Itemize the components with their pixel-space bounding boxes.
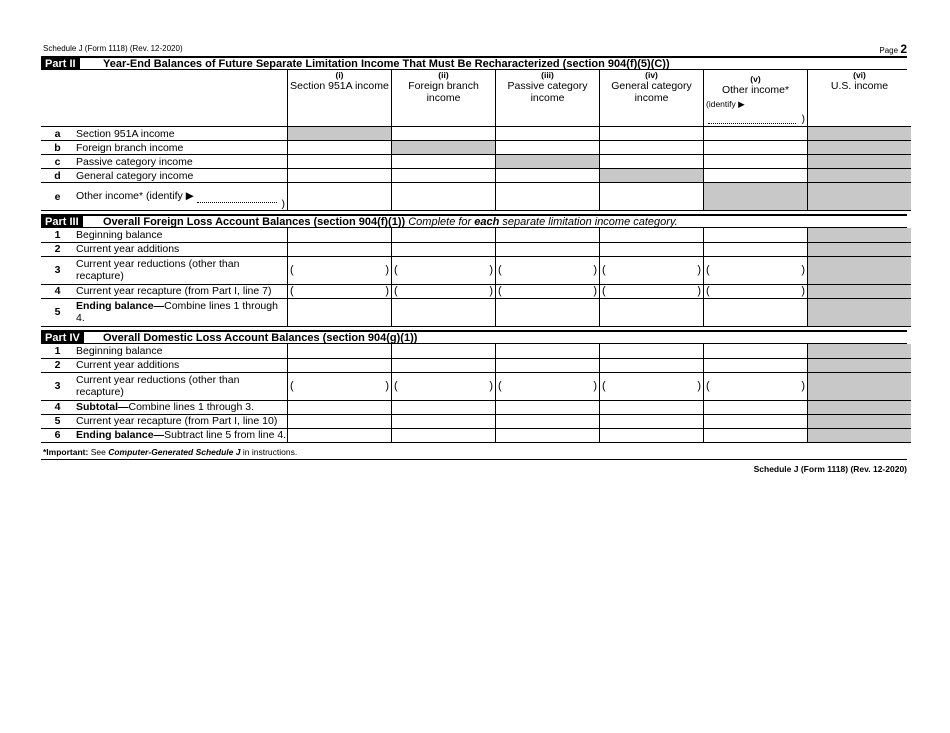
cell-shaded — [392, 141, 496, 155]
part-iv-title: Overall Domestic Loss Account Balances (section 904(g)(1)) — [103, 332, 418, 344]
part-iii-title: Overall Foreign Loss Account Balances (section 904(f)(1)) Complete for each separate limitation income category. — [103, 216, 678, 228]
amount-cell[interactable] — [392, 358, 496, 372]
amount-cell[interactable] — [288, 141, 392, 155]
cell-shaded — [808, 141, 912, 155]
amount-cell[interactable] — [704, 127, 808, 141]
part-iii-row-2: 2 Current year additions — [41, 242, 911, 256]
amount-cell[interactable] — [392, 127, 496, 141]
footnote-important: *Important: See Computer-Generated Schedule J in instructions. — [43, 447, 298, 457]
footnote-divider — [41, 459, 907, 460]
amount-cell[interactable] — [600, 141, 704, 155]
amount-cell[interactable] — [288, 155, 392, 169]
amount-cell[interactable] — [600, 344, 704, 358]
part-ii-row-a: a Section 951A income — [41, 127, 911, 141]
amount-cell[interactable] — [704, 414, 808, 428]
amount-cell[interactable] — [496, 183, 600, 211]
col-header-vi: (vi) U.S. income — [808, 70, 912, 127]
amount-cell[interactable] — [600, 183, 704, 211]
cell-shaded — [808, 127, 912, 141]
cell-shaded — [808, 228, 912, 242]
cell-shaded — [808, 169, 912, 183]
part-ii-row-d: d General category income — [41, 169, 911, 183]
amount-cell[interactable] — [704, 155, 808, 169]
amount-cell-paren[interactable]: ( ) — [704, 284, 808, 298]
amount-cell[interactable] — [704, 428, 808, 442]
other-income-identify-col-input[interactable] — [708, 112, 796, 124]
amount-cell[interactable] — [600, 242, 704, 256]
amount-cell[interactable] — [496, 242, 600, 256]
amount-cell[interactable] — [704, 242, 808, 256]
amount-cell-paren[interactable]: ( ) — [600, 284, 704, 298]
part-iii-row-1: 1 Beginning balance — [41, 228, 911, 242]
amount-cell[interactable] — [496, 298, 600, 326]
part-ii-row-b: b Foreign branch income — [41, 141, 911, 155]
part-iv-row-5: 5 Current year recapture (from Part I, line 10) — [41, 414, 911, 428]
cell-shaded — [808, 428, 912, 442]
amount-cell[interactable] — [392, 400, 496, 414]
part-ii-column-headers — [41, 70, 911, 127]
part-iv-row-1: 1 Beginning balance — [41, 344, 911, 358]
amount-cell[interactable] — [704, 344, 808, 358]
amount-cell[interactable] — [600, 127, 704, 141]
amount-cell[interactable] — [392, 228, 496, 242]
other-income-identify-row-input[interactable] — [197, 192, 277, 203]
amount-cell-paren[interactable]: ( ) — [496, 256, 600, 284]
cell-shaded — [808, 414, 912, 428]
part-iv-header — [41, 330, 907, 344]
amount-cell[interactable] — [392, 183, 496, 211]
amount-cell-paren[interactable]: ( ) — [704, 372, 808, 400]
amount-cell[interactable] — [496, 169, 600, 183]
amount-cell[interactable] — [704, 228, 808, 242]
amount-cell[interactable] — [392, 155, 496, 169]
amount-cell[interactable] — [496, 414, 600, 428]
amount-cell-paren[interactable]: ( ) — [704, 256, 808, 284]
part-ii-header — [41, 56, 907, 70]
cell-shaded — [808, 372, 912, 400]
col-header-iv: (iv) General category income — [600, 70, 704, 127]
cell-shaded — [496, 155, 600, 169]
col-header-iii: (iii) Passive category income — [496, 70, 600, 127]
amount-cell[interactable] — [392, 169, 496, 183]
col-header-v: (v) Other income* (identify ▶ ) — [704, 70, 808, 127]
amount-cell[interactable] — [288, 358, 392, 372]
part-iv-row-2: 2 Current year additions — [41, 358, 911, 372]
amount-cell[interactable] — [600, 228, 704, 242]
amount-cell[interactable] — [600, 358, 704, 372]
part-iv-row-3: 3 Current year reductions (other than recapture) ( ) ( ) ( ) ( ) ( ) — [41, 372, 911, 400]
amount-cell[interactable] — [288, 242, 392, 256]
amount-cell-paren[interactable]: ( ) — [288, 372, 392, 400]
amount-cell[interactable] — [600, 155, 704, 169]
amount-cell[interactable] — [600, 428, 704, 442]
amount-cell-paren[interactable]: ( ) — [392, 284, 496, 298]
amount-cell[interactable] — [496, 228, 600, 242]
cell-shaded — [808, 298, 912, 326]
form-id: Schedule J (Form 1118) (Rev. 12-2020) — [43, 44, 183, 53]
cell-shaded — [808, 284, 912, 298]
amount-cell-paren[interactable]: ( ) — [600, 256, 704, 284]
page-header — [41, 42, 907, 56]
amount-cell[interactable] — [288, 414, 392, 428]
amount-cell[interactable] — [392, 344, 496, 358]
part-iii-row-3: 3 Current year reductions (other than recapture) ( ) ( ) ( ) ( ) ( ) — [41, 256, 911, 284]
amount-cell[interactable] — [600, 400, 704, 414]
amount-cell[interactable] — [704, 169, 808, 183]
cell-shaded — [808, 358, 912, 372]
part-iv-table — [41, 344, 911, 443]
amount-cell-paren[interactable]: ( ) — [288, 256, 392, 284]
cell-shaded — [808, 183, 912, 211]
amount-cell[interactable] — [704, 400, 808, 414]
part-ii-label: Part II — [41, 58, 80, 70]
page-number: Page 2 — [879, 42, 907, 56]
part-ii-row-e: e Other income* (identify ▶ ) — [41, 183, 911, 211]
amount-cell[interactable] — [288, 183, 392, 211]
amount-cell[interactable] — [392, 242, 496, 256]
part-iii-row-4: 4 Current year recapture (from Part I, line 7) ( ) ( ) ( ) ( ) ( ) — [41, 284, 911, 298]
part-iii-table — [41, 228, 911, 327]
cell-shaded — [808, 400, 912, 414]
amount-cell[interactable] — [392, 298, 496, 326]
amount-cell[interactable] — [496, 127, 600, 141]
amount-cell[interactable] — [288, 400, 392, 414]
col-header-ii: (ii) Foreign branch income — [392, 70, 496, 127]
cell-shaded — [808, 344, 912, 358]
cell-shaded — [808, 256, 912, 284]
part-iii-header — [41, 214, 907, 228]
amount-cell[interactable] — [496, 400, 600, 414]
amount-cell[interactable] — [288, 344, 392, 358]
amount-cell[interactable] — [288, 298, 392, 326]
amount-cell[interactable] — [288, 228, 392, 242]
amount-cell[interactable] — [496, 141, 600, 155]
amount-cell[interactable] — [288, 169, 392, 183]
cell-shaded — [600, 169, 704, 183]
amount-cell-paren[interactable]: ( ) — [288, 284, 392, 298]
part-iv-row-4: 4 Subtotal—Combine lines 1 through 3. — [41, 400, 911, 414]
amount-cell[interactable] — [600, 414, 704, 428]
amount-cell[interactable] — [600, 298, 704, 326]
amount-cell[interactable] — [392, 428, 496, 442]
part-ii-table — [41, 70, 911, 211]
amount-cell-paren[interactable]: ( ) — [496, 372, 600, 400]
part-iii-label: Part III — [41, 216, 83, 228]
amount-cell-paren[interactable]: ( ) — [392, 372, 496, 400]
part-iii-row-5: 5 Ending balance—Combine lines 1 through 4. — [41, 298, 911, 326]
footer-form-id: Schedule J (Form 1118) (Rev. 12-2020) — [753, 464, 907, 474]
cell-shaded — [704, 183, 808, 211]
amount-cell[interactable] — [496, 344, 600, 358]
amount-cell-paren[interactable]: ( ) — [496, 284, 600, 298]
amount-cell[interactable] — [704, 358, 808, 372]
part-iv-row-6: 6 Ending balance—Subtract line 5 from line 4. — [41, 428, 911, 442]
cell-shaded — [808, 155, 912, 169]
amount-cell[interactable] — [392, 414, 496, 428]
col-header-i: (i) Section 951A income — [288, 70, 392, 127]
amount-cell[interactable] — [288, 428, 392, 442]
part-ii-row-c: c Passive category income — [41, 155, 911, 169]
part-iv-label: Part IV — [41, 332, 84, 344]
amount-cell[interactable] — [704, 298, 808, 326]
amount-cell-paren[interactable]: ( ) — [392, 256, 496, 284]
cell-shaded — [808, 242, 912, 256]
amount-cell-paren[interactable]: ( ) — [600, 372, 704, 400]
amount-cell[interactable] — [704, 141, 808, 155]
cell-shaded — [288, 127, 392, 141]
amount-cell[interactable] — [496, 428, 600, 442]
part-ii-title: Year-End Balances of Future Separate Limitation Income That Must Be Recharacterized (section 904(f)(5)(C)) — [103, 58, 670, 70]
amount-cell[interactable] — [496, 358, 600, 372]
